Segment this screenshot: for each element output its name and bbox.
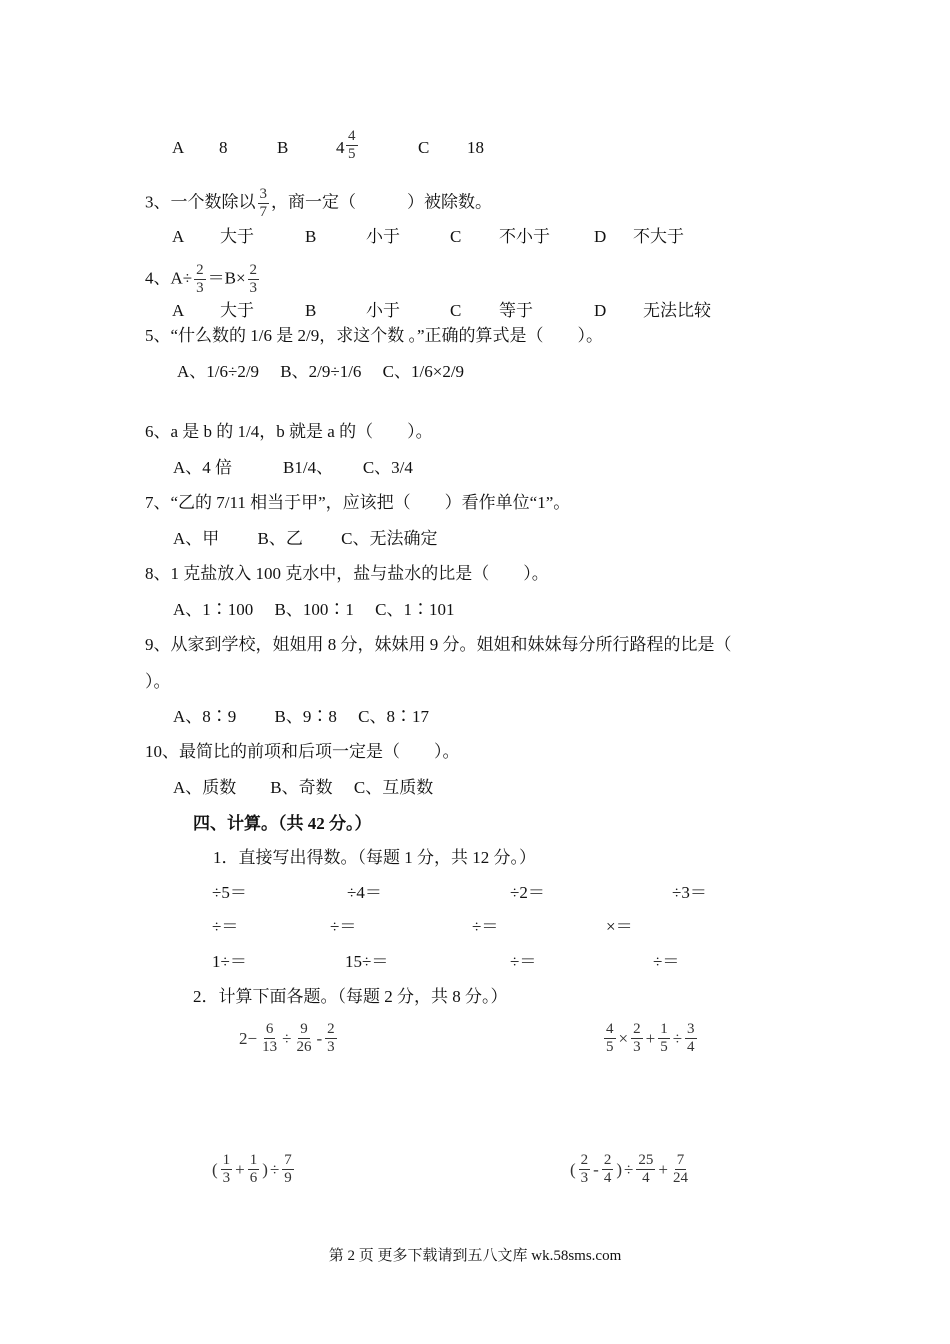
q2-option-c-label: C [418,138,430,157]
q3-option-d-text: 不大于 [633,227,684,246]
q6-options: A、4 倍 B1/4、 C、3/4 [173,458,413,477]
question-9-line-2: ）。 [145,672,171,691]
q8-options: A、1∶100 B、100∶1 C、1∶101 [173,600,455,619]
oral-calc-item: ÷3＝ [672,883,707,902]
page-footer: 第 2 页 更多下载请到五八文库 wk.58sms.com [328,1248,622,1264]
q7-options: A、甲 B、乙 C、无法确定 [173,529,438,548]
q5-options: A、1/6÷2/9 B、2/9÷1/6 C、1/6×2/9 [177,362,465,381]
q4-option-c-text: 等于 [499,301,533,320]
q3-option-d-label: D [594,227,607,246]
q2-option-a-label: A [172,138,185,157]
expression-2: $\frac{4}{5}$ × $\frac{2}{3}$ + $\frac{1}{5}$ ÷ $\frac{3}{4}$ [606,1021,695,1055]
oral-calc-item: ÷2＝ [510,883,545,902]
question-10: 10、最简比的前项和后项一定是（ ）。 [145,742,460,761]
q3-option-c-text: 不小于 [499,227,550,246]
q4-option-b-label: B [305,301,317,320]
q3-suffix: ，商一定（ ）被除数。 [271,192,492,212]
expression-1: 2− $\frac{6}{13}$ ÷ $\frac{9}{26}$ - $\frac{2}{3}$ [239,1021,335,1055]
q4-option-a-text: 大于 [220,301,254,320]
oral-calc-item: ÷5＝ [212,883,247,902]
oral-calc-item: 1÷＝ [212,952,247,971]
q3-option-b-text: 小于 [366,227,400,246]
q10-options: A、质数 B、奇数 C、互质数 [173,778,434,797]
q2-option-b-fraction: $\frac{4}{5}$ [348,128,356,162]
q4-option-d-label: D [594,301,607,320]
q4-option-d-text: 无法比较 [643,301,711,320]
expression-3: ( $\frac{1}{3}$ + $\frac{1}{6}$ ) ÷ $\frac{7}{9}$ [212,1152,292,1186]
oral-calc-item: ÷＝ [330,917,357,936]
q3-option-a-label: A [172,227,185,246]
q4-option-b-text: 小于 [366,301,400,320]
q3-option-a-text: 大于 [220,227,254,246]
oral-calc-item: ÷＝ [653,952,680,971]
section-4-part-2: 2．计算下面各题。（每题 2 分，共 8 分。） [193,987,508,1006]
q2-option-a-value: 8 [219,138,228,157]
q4-prefix: 4、A÷ [145,268,193,288]
oral-calc-item: ÷＝ [510,952,537,971]
q2-option-b-whole: 4 [336,138,345,157]
q3-prefix: 3、一个数除以 [145,192,256,212]
section-4-title: 四、计算。（共 42 分。） [193,814,372,833]
section-4-part-1: 1．直接写出得数。（每题 1 分，共 12 分。） [213,848,536,867]
q3-option-b-label: B [305,227,317,246]
question-6: 6、a 是 b 的 1/4，b 就是 a 的（ ）。 [145,422,433,441]
q4-option-c-label: C [450,301,462,320]
oral-calc-item: 15÷＝ [345,952,389,971]
q4-middle: ＝B× [207,268,246,288]
q3-option-c-label: C [450,227,462,246]
question-8: 8、1 克盐放入 100 克水中，盐与盐水的比是（ ）。 [145,564,549,583]
oral-calc-item: ×＝ [606,917,633,936]
expression-4: ( $\frac{2}{3}$ - $\frac{2}{4}$ ) ÷ $\frac{25}{4}$ + $\frac{7}{24}$ [570,1152,688,1186]
oral-calc-item: ÷4＝ [347,883,382,902]
question-3 [145,186,492,221]
q4-fraction-1: $\frac{2}{3}$ [196,262,204,296]
question-5: 5、“什么数的 1/6 是 2/9，求这个数 。”正确的算式是（ ）。 [145,326,604,345]
question-7: 7、“乙的 7/11 相当于甲”，应该把（ ）看作单位“1”。 [145,493,571,512]
q3-fraction: $\frac{3}{7}$ [259,186,267,220]
q4-option-a-label: A [172,301,185,320]
q4-fraction-2: $\frac{2}{3}$ [249,262,258,296]
q2-option-b-label: B [277,138,289,157]
oral-calc-item: ÷＝ [472,917,499,936]
q9-options: A、8∶9 B、9∶8 C、8∶17 [173,707,429,726]
question-9-line-1: 9、从家到学校，姐姐用 8 分，妹妹用 9 分。姐姐和妹妹每分所行路程的比是（ [145,635,732,654]
oral-calc-item: ÷＝ [212,917,239,936]
q2-option-c-value: 18 [467,138,484,157]
question-4 [145,262,261,297]
